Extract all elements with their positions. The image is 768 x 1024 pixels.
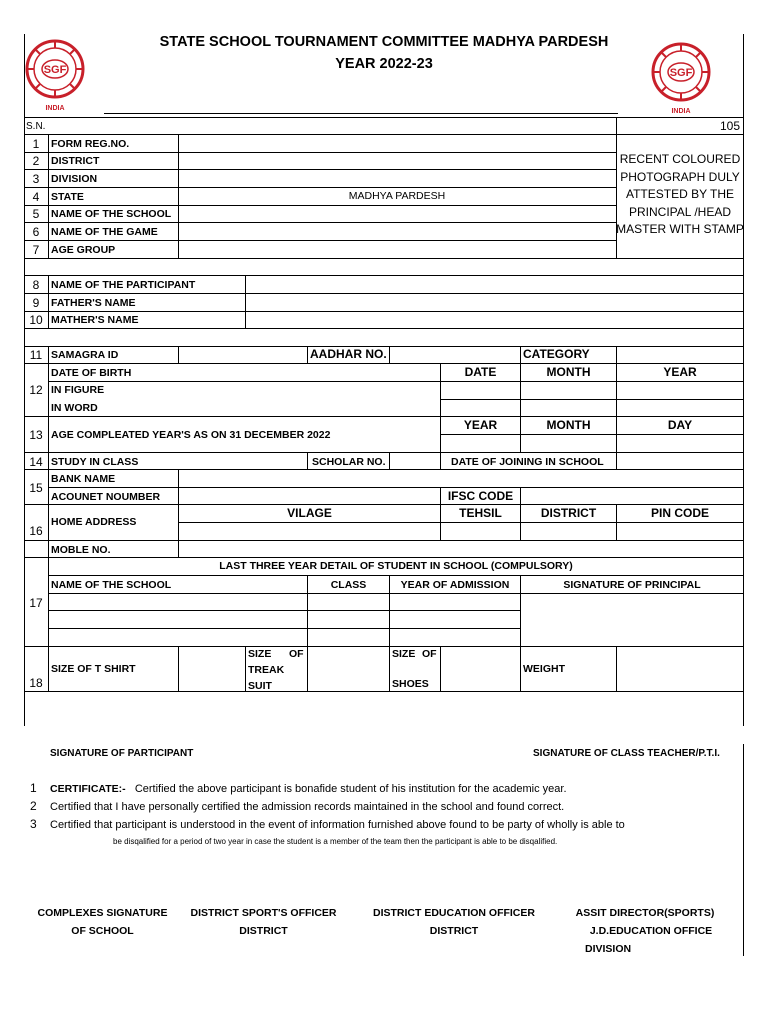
ifsc-label: IFSC CODE — [447, 489, 514, 503]
row-number: 17 — [29, 596, 43, 610]
address-district-header: DISTRICT — [540, 506, 597, 520]
district-education-officer-line1: DISTRICT EDUCATION OFFICER — [373, 907, 535, 919]
form-year: YEAR 2022-23 — [335, 56, 433, 72]
mobile-no-label: MOBLE NO. — [51, 544, 111, 556]
in-word-label: IN WORD — [51, 402, 98, 414]
certificate-3-continuation: be disqalified for a period of two year in case the student is a member of the team then the participant is able to be disqalified. — [113, 837, 558, 846]
aadhar-input[interactable] — [390, 347, 519, 362]
dob-year-header: YEAR — [663, 365, 697, 379]
pin-code-header: PIN CODE — [650, 506, 709, 520]
certificate-number: 3 — [30, 817, 37, 831]
form-title: STATE SCHOOL TOURNAMENT COMMITTEE MADHYA PARDESH — [159, 34, 609, 50]
history-class-header: CLASS — [330, 579, 367, 591]
home-address-input[interactable] — [179, 523, 742, 539]
svg-text:SGF: SGF — [669, 67, 693, 79]
history-admission-header: YEAR OF ADMISSION — [400, 579, 510, 591]
row-number: 13 — [29, 428, 43, 442]
school-name-label: NAME OF THE SCHOOL — [51, 208, 172, 220]
weight-input[interactable] — [617, 647, 742, 690]
form-reg-input[interactable] — [179, 135, 615, 151]
treak-suit-label-line3: SUIT — [248, 680, 272, 692]
age-year-header: YEAR — [463, 418, 498, 432]
dob-figure-input[interactable] — [441, 382, 743, 398]
row-number: 11 — [29, 348, 43, 362]
certificate-1 — [50, 782, 567, 796]
district-sports-officer-line2: DISTRICT — [239, 925, 288, 937]
school-signature-line1: COMPLEXES SIGNATURE — [37, 907, 168, 919]
sn-value: 105 — [719, 119, 740, 133]
assistant-director-line3: DIVISION — [585, 943, 632, 955]
bank-name-label: BANK NAME — [51, 473, 116, 485]
row-number: 18 — [29, 676, 43, 690]
photo-placeholder[interactable]: RECENT COLOURED PHOTOGRAPH DULY ATTESTED BY THE PRINCIPAL /HEAD MASTER WITH STAMP — [616, 152, 744, 237]
school-signature-block — [30, 904, 175, 940]
school-history-rows[interactable] — [49, 594, 521, 645]
age-completed-label: AGE COMPLEATED YEAR'S AS ON 31 DECEMBER 2022 — [51, 429, 331, 441]
row-number: 4 — [32, 190, 40, 204]
home-address-label: HOME ADDRESS — [51, 516, 137, 528]
row-number: 15 — [29, 481, 43, 495]
samagra-id-input[interactable] — [179, 347, 306, 362]
mother-name-input[interactable] — [246, 312, 742, 327]
history-school-header: NAME OF THE SCHOOL — [51, 579, 172, 591]
scholar-no-input[interactable] — [390, 453, 439, 468]
principal-signature-area[interactable] — [521, 594, 742, 645]
certificate-number: 1 — [30, 781, 37, 795]
row-number: 6 — [32, 225, 40, 239]
state-label: STATE — [51, 191, 84, 203]
account-number-label: ACOUNET NOUMBER — [51, 491, 161, 503]
shoes-size-label-line2: SHOES — [392, 678, 429, 690]
age-completed-input[interactable] — [441, 435, 743, 451]
age-group-label: AGE GROUP — [51, 244, 116, 256]
sn-label: S.N. — [26, 121, 46, 132]
division-label: DIVISION — [51, 173, 98, 185]
row-number: 9 — [32, 296, 40, 310]
division-input[interactable] — [179, 170, 615, 186]
in-figure-label: IN FIGURE — [51, 384, 105, 396]
samagra-id-label: SAMAGRA ID — [51, 349, 119, 361]
school-signature-line2: OF SCHOOL — [71, 925, 134, 937]
school-history-heading: LAST THREE YEAR DETAIL OF STUDENT IN SCHOOL (COMPULSORY) — [219, 560, 573, 572]
participant-name-label: NAME OF THE PARTICIPANT — [51, 279, 196, 291]
tehsil-header: TEHSIL — [459, 506, 502, 520]
row-number: 3 — [32, 172, 40, 186]
age-month-header: MONTH — [546, 418, 591, 432]
dob-word-input[interactable] — [441, 400, 743, 415]
svg-text:INDIA: INDIA — [45, 105, 65, 112]
ifsc-input[interactable] — [521, 488, 742, 503]
assistant-director-line1: ASSIT DIRECTOR(SPORTS) — [575, 907, 715, 919]
class-teacher-signature-label: SIGNATURE OF CLASS TEACHER/P.T.I. — [533, 748, 720, 759]
dob-date-header: DATE — [464, 365, 497, 379]
aadhar-label: AADHAR NO. — [310, 347, 387, 361]
study-class-input[interactable] — [179, 453, 306, 468]
father-name-input[interactable] — [246, 294, 742, 310]
assistant-director-block — [565, 904, 725, 958]
tshirt-size-input[interactable] — [179, 647, 244, 690]
row-number: 16 — [29, 524, 43, 538]
svg-text:INDIA: INDIA — [671, 108, 691, 115]
district-education-officer-block — [360, 904, 548, 940]
shoes-size-label-line1: SIZE — [392, 648, 416, 660]
joining-date-input[interactable] — [617, 453, 742, 468]
dob-month-header: MONTH — [546, 365, 591, 379]
category-input[interactable] — [617, 347, 742, 362]
dob-label: DATE OF BIRTH — [51, 367, 132, 379]
tshirt-size-label: SIZE OF T SHIRT — [51, 663, 136, 675]
age-day-header: DAY — [667, 418, 693, 432]
certificate-2: Certified that I have personally certified the admission records maintained in the school and found correct. — [50, 801, 565, 813]
shoes-size-input[interactable] — [441, 647, 519, 690]
vilage-header: VILAGE — [287, 506, 332, 520]
history-principal-header: SIGNATURE OF PRINCIPAL — [563, 579, 701, 591]
account-number-input[interactable] — [179, 488, 439, 503]
age-group-input[interactable] — [179, 241, 615, 257]
certificate-heading: CERTIFICATE:- — [50, 783, 126, 795]
weight-label: WEIGHT — [523, 663, 565, 675]
row-number: 10 — [29, 313, 43, 327]
district-label: DISTRICT — [51, 155, 100, 167]
sgf-logo-left — [24, 33, 86, 113]
participant-name-input[interactable] — [246, 276, 742, 292]
scholar-no-label: SCHOLAR NO. — [312, 456, 386, 468]
participant-signature-label: SIGNATURE OF PARTICIPANT — [50, 748, 194, 759]
row-number: 1 — [32, 137, 40, 151]
header-rule — [104, 113, 618, 114]
treak-suit-size-input[interactable] — [308, 647, 388, 690]
bank-name-input[interactable] — [179, 470, 742, 486]
game-name-label: NAME OF THE GAME — [51, 226, 158, 238]
treak-suit-label-line2: TREAK — [248, 664, 285, 676]
joining-date-label: DATE OF JOINING IN SCHOOL — [451, 456, 604, 468]
row-number: 14 — [29, 455, 43, 469]
treak-suit-label-line1b: OF — [289, 648, 304, 660]
treak-suit-label-line1: SIZE — [248, 648, 272, 660]
row-number: 2 — [32, 154, 40, 168]
school-name-input[interactable] — [179, 206, 615, 221]
category-label: CATEGORY — [523, 347, 590, 361]
game-name-input[interactable] — [179, 223, 615, 239]
father-name-label: FATHER'S NAME — [51, 297, 136, 309]
assistant-director-line2: J.D.EDUCATION OFFICE — [589, 925, 713, 937]
row-number: 5 — [32, 207, 40, 221]
certificate-3: Certified that participant is understood in the event of information furnished above found to be party of wholly is able to — [50, 819, 625, 831]
district-sports-officer-block — [185, 904, 342, 940]
state-value: MADHYA PARDESH — [348, 190, 446, 202]
certificate-1-text: Certified the above participant is bonafide student of his institution for the academic year. — [134, 783, 567, 795]
mobile-no-input[interactable] — [179, 541, 742, 556]
shoes-size-label-line1b: OF — [422, 648, 437, 660]
row-number: 7 — [32, 243, 40, 257]
form-reg-label: FORM REG.NO. — [51, 138, 130, 150]
district-input[interactable] — [179, 153, 615, 168]
certificate-number: 2 — [30, 799, 37, 813]
district-sports-officer-line1: DISTRICT SPORT'S OFFICER — [190, 907, 337, 919]
row-number: 12 — [29, 383, 43, 397]
row-number: 8 — [32, 278, 40, 292]
district-education-officer-line2: DISTRICT — [429, 925, 479, 937]
svg-text:SGF: SGF — [43, 64, 67, 76]
mother-name-label: MATHER'S NAME — [51, 314, 139, 326]
study-class-label: STUDY IN CLASS — [51, 456, 139, 468]
